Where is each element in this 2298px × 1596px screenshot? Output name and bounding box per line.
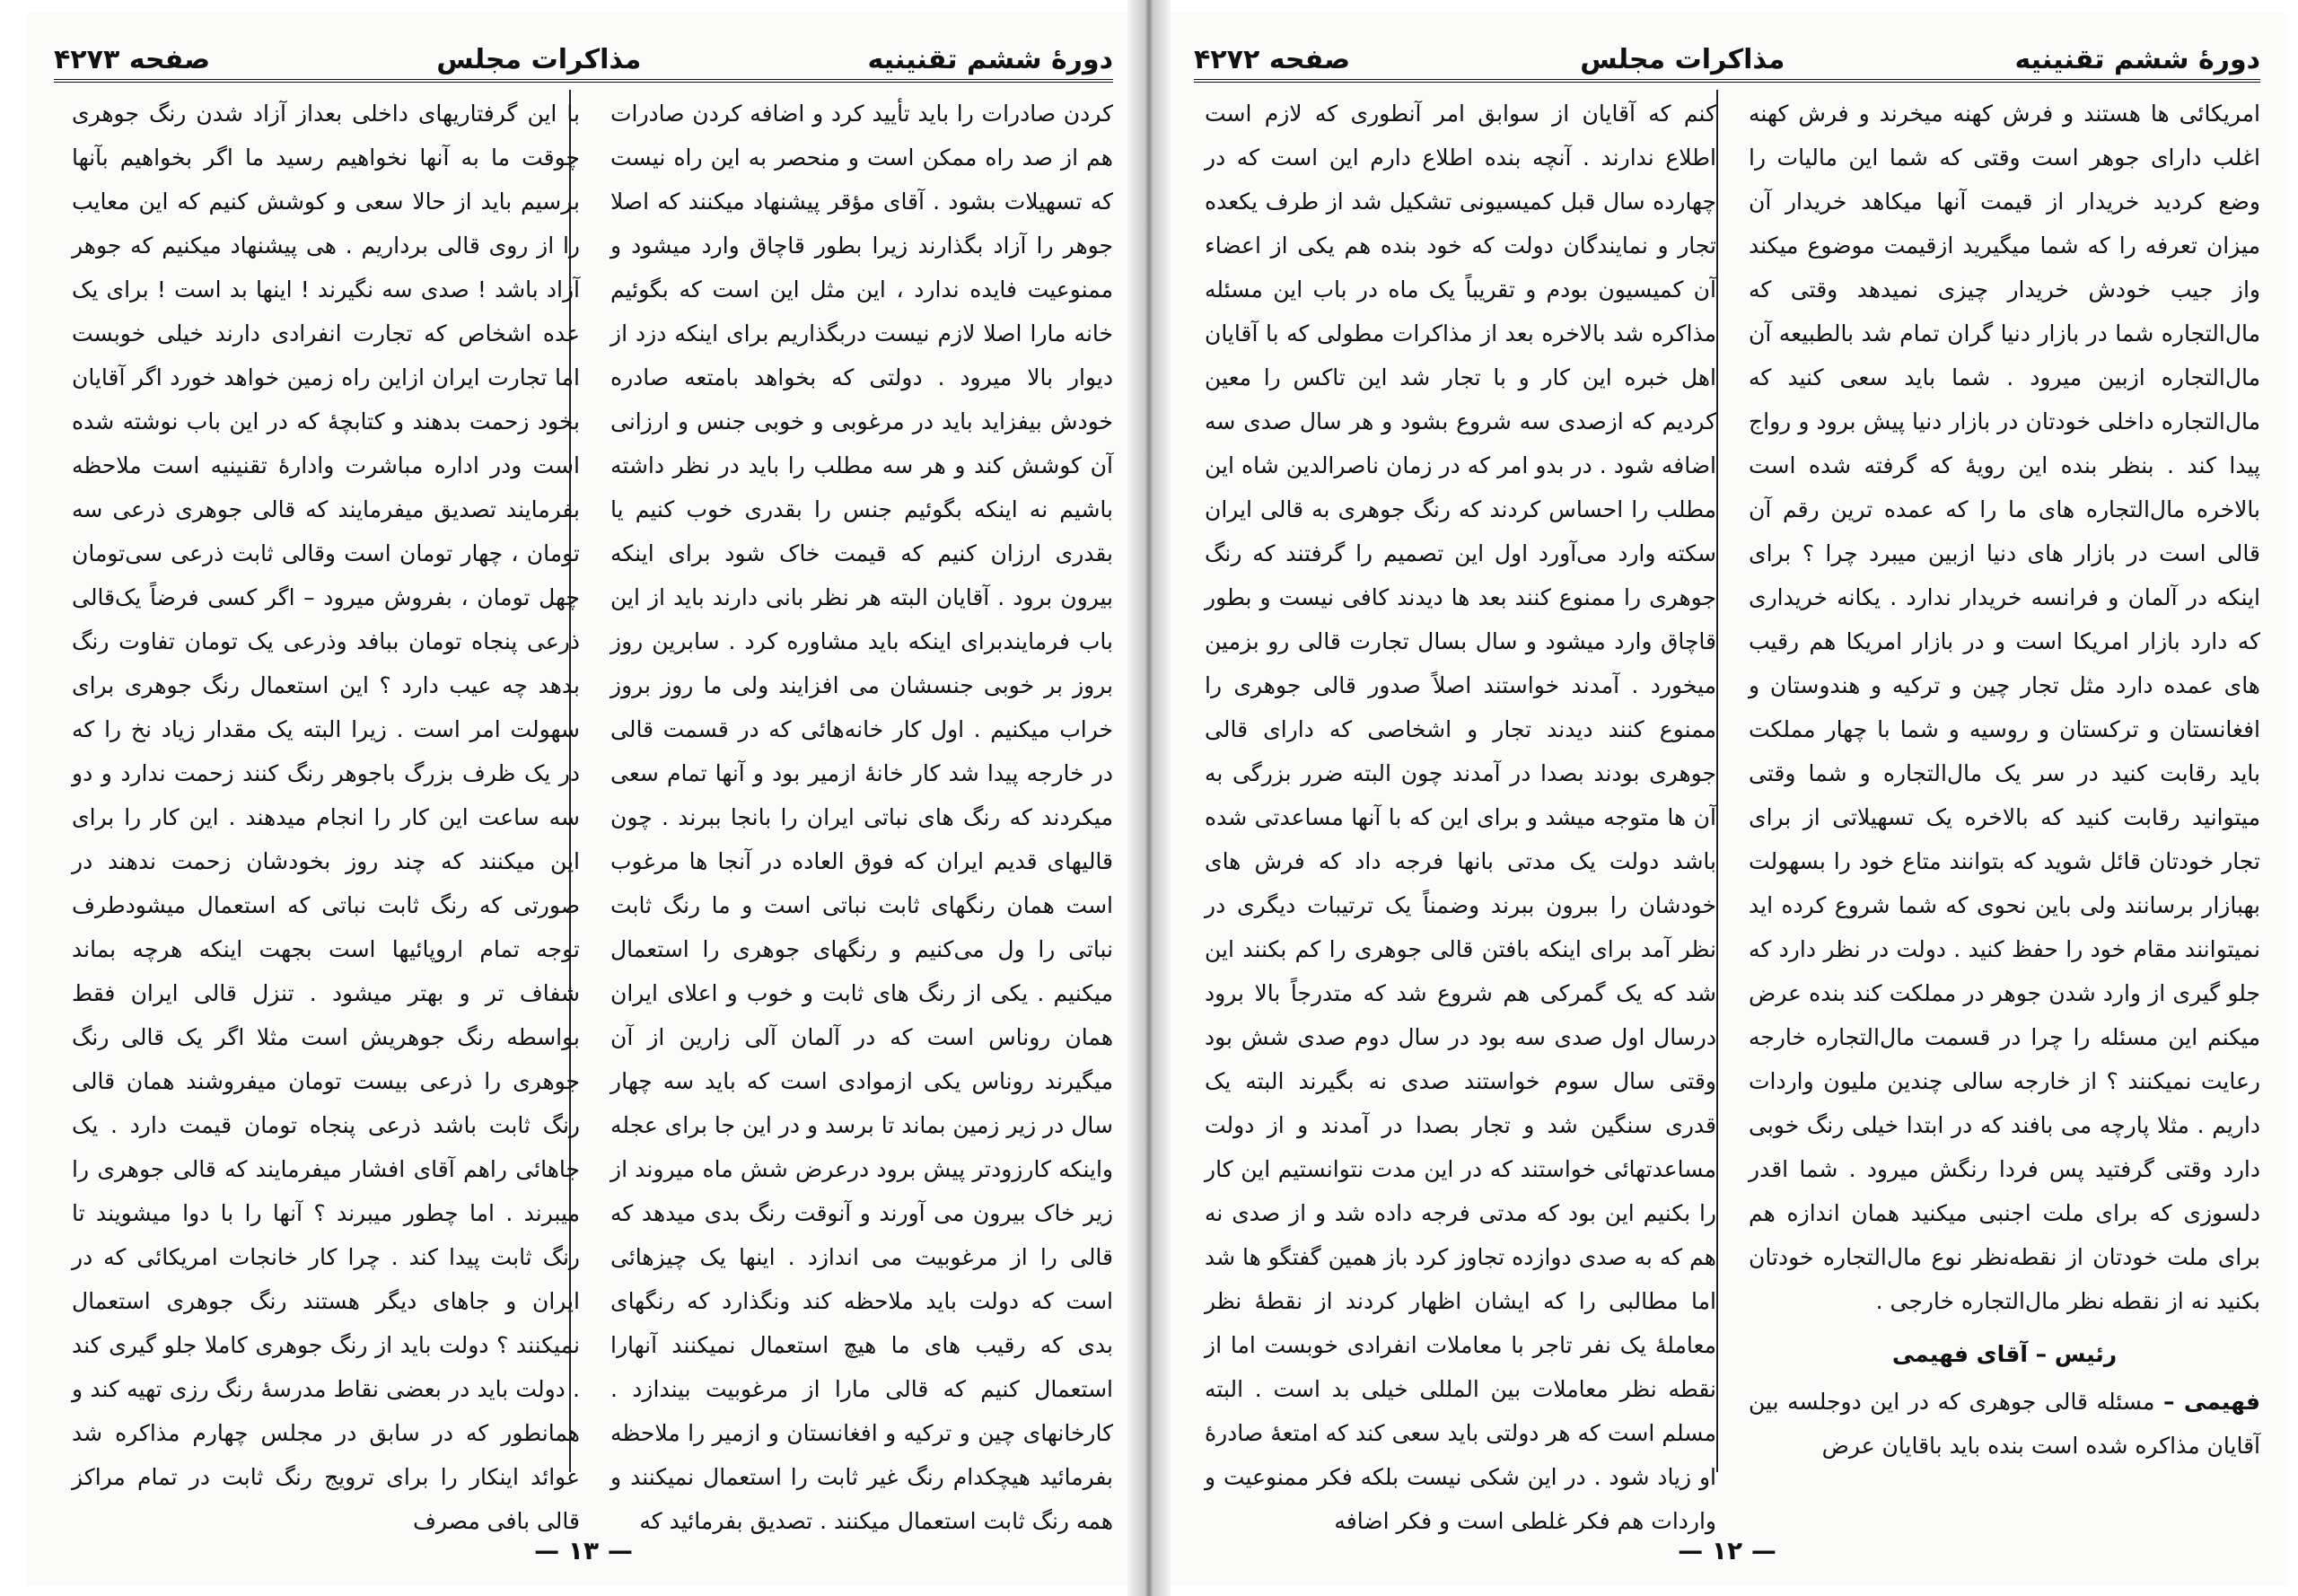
right-header-title: مذاکرات مجلس (1580, 44, 1785, 75)
right-page-header (1194, 23, 2260, 75)
right-header-session: دورهٔ ششم تقنینیه (2014, 44, 2260, 75)
left-page-folio: — ۱۳ — (534, 1536, 633, 1565)
left-header-title: مذاکرات مجلس (436, 44, 642, 75)
left-col1-paragraph: کردن صادرات را باید تأیید کرد و اضافه کردن صادرات هم از صد راه ممکن است و منحصر به این راه نیست که تسهیلات بشود . آقای مؤقر پیشنهاد میکنند که اصلا جوهر را آزاد بگذارند زیرا بطور قاچاق وارد میشود و ممنوعیت فایده ندارد ، این مثل این است که بگوئیم خانه مارا اصلا لازم نیست دربگذاریم برای اینکه دزد از دیوار بالا میرود . دولتی که بخواهد بامتعه صادره خودش بیفزاید باید در مرغوبی و خوبی جنس و ارزانی آن کوشش کند و هر سه مطلب را باید در نظر داشته باشیم نه اینکه بگوئیم جنس را بقدری خوب کنیم یا بقدری ارزان کنیم که قیمت خاک شود برای اینکه بیرون برود . آقایان البته هر نظر بانی دارند باید از این باب فرمایندبرای اینکه باید مشاوره کرد . سابرین روز بروز بر خوبی جنسشان می افزایند ولی ما روز بروز خراب میکنیم . اول کار خانه‌هائی که در قسمت قالی در خارجه پیدا شد کار خانهٔ ازمیر بود و آنها تمام سعی میکردند که رنگ های نباتی ایران را بانجا ببرند . چون قالیهای قدیم ایران که فوق العاده در آنجا ها مرغوب است همان رنگهای ثابت نباتی است و ما رنگ ثابت نباتی را ول می‌کنیم و رنگهای جوهری را استعمال میکنیم . یکی از رنگ های ثابت و خوب و اعلای ایران همان روناس است که در آلمان آلی زارین از آن میگیرند روناس یکی ازموادی است که باید سه چهار سال در زیر زمین بماند تا برسد و در این جا برای عجله واینکه کارزودتر پیش برود درعرض شش ماه میروند از زیر خاک بیرون می آورند و آنوقت رنگ بدی میدهد که قالی را از مرغوبیت می اندازد . اینها یک چیزهائی است که دولت باید ملاحظه کند ونگذارد که رنگهای بدی که رقیب های ما هیچ استعمال نمیکنند آنهارا استعمال کنیم که قالی مارا از مرغوبیت بیندازد . کارخانهای چین و ترکیه و افغانستان و ازمیر را ملاحظه بفرمائید هیچکدام رنگ غیر ثابت را استعمال نمیکنند و همه رنگ ثابت استعمال میکنند . تصدیق بفرمائید که (610, 101, 1113, 1534)
right-page-folio: — ۱۲ — (1678, 1536, 1776, 1565)
right-page-column-1 (1749, 92, 2260, 1465)
left-page (27, 13, 1140, 1585)
speaker-name: فهیمی – (2163, 1389, 2260, 1415)
left-header-page-number: صفحه ۴۲۷۳ (54, 44, 211, 75)
right-page (1167, 13, 2287, 1585)
right-header-page-number: صفحه ۴۲۷۲ (1194, 44, 1351, 75)
right-header-rule (1194, 79, 2260, 83)
right-column-divider (1716, 90, 1718, 1472)
left-header-rule (54, 79, 1113, 83)
left-header-session: دورهٔ ششم تقنینیه (867, 44, 1113, 75)
book-gutter (1127, 0, 1171, 1596)
speaker-paragraph (1749, 1380, 2260, 1468)
left-page-column-1 (610, 92, 1113, 1534)
right-col2-paragraph: کنم که آقایان از سوابق امر آنطوری که لازم است اطلاع ندارند . آنچه بنده اطلاع دارم این است که در چهارده سال قبل کمیسیونی تشکیل شد از طرف یکعده تجار و نمایندگان دولت که خود بنده هم یکی از اعضاء آن کمیسیون بودم و تقریباً یک ماه در باب این مسئله مذاکره شد بالاخره بعد از مذاکرات مطولی که با آقایان اهل خبره این کار و با تجار شد این تاکس را معین کردیم که ازصدی سه شروع بشود و هر سال صدی سه اضافه شود . در بدو امر که در زمان ناصرالدین شاه این مطلب را احساس کردند که رنگ جوهری به قالی ایران سکته وارد می‌آورد اول این تصمیم را گرفتند که رنگ جوهری را ممنوع کنند بعد ها دیدند کافی نیست و بطور قاچاق وارد میشود و سال بسال تجارت قالی رو بزمین میخورد . آمدند خواستند اصلاً صدور قالی جوهری را ممنوع کنند دیدند تجار و اشخاصی که دارای قالی جوهری بودند بصدا در آمدند چون البته ضرر بزرگی به آن ها متوجه میشد و برای این که با آنها مساعدتی شده باشد دولت یک مدتی بانها فرجه داد که فرش های خودشان را ببرون ببرند وضمناً یک ترتیبات دیگری در نظر آمد برای اینکه بافتن قالی جوهری را کم بکنند این شد که یک گمرکی هم شروع شد که متدرجاً بالا برود درسال اول صدی سه بود در سال دوم صدی شش بود وقتی سال سوم خواستند صدی نه بگیرند البته یک قدری سنگین شد و تجار بصدا در آمدند و از دولت مساعدتهائی خواستند که در این مدت نتوانستیم این کار را بکنیم این بود که مدتی فرجه داده شد و از صدی نه هم که به صدی دوازده تجاوز کرد باز همین گفتگو ها شد اما مطالبی را که ایشان اظهار کردند از نقطهٔ نظر معاملهٔ یک نفر تاجر با معاملات انفرادی خوبست اما از نقطه نظر معاملات بین المللی خیلی بد است . البته مسلم است که هر دولتی باید سعی کند که امتعهٔ صادرهٔ او زیاد شود . در این شکی نیست بلکه فکر ممنوعیت و واردات هم فکر غلطی است و فکر اضافه (1205, 101, 1716, 1534)
left-col2-paragraph: با این گرفتاریهای داخلی بعداز آزاد شدن رنگ جوهری چوقت ما به آنها نخواهیم رسید ما اگر بخواهیم بآنها برسیم باید از حالا سعی و کوشش کنیم که این معایب را از روی قالی برداریم . هی پیشنهاد میکنیم که جوهر آزاد باشد ! صدی سه نگیرند ! اینها بد است ! برای یک عده اشخاص که تجارت انفرادی دارند خیلی خوبست اما تجارت ایران ازاین راه زمین خواهد خورد اگر آقایان بخود زحمت بدهند و کتابچهٔ که در این باب نوشته شده است ودر اداره مباشرت وادارهٔ تقنینیه است ملاحظه بفرمایند تصدیق میفرمایند که قالی جوهری ذرعی سه تومان ، چهار تومان است وقالی ثابت ذرعی سی‌تومان چهل تومان ، بفروش میرود – اگر کسی فرضاً یک‌قالی ذرعی پنجاه تومان ببافد وذرعی یک تومان تفاوت رنگ بدهد چه عیب دارد ؟ این استعمال رنگ جوهری برای سهولت امر است . زیرا البته یک مقدار زیاد نخ را که در یک ظرف بزرگ باجوهر رنگ کنند زحمت ندارد و دو سه ساعت این کار را انجام میدهند . این کار را برای این میکنند که چند روز بخودشان زحمت ندهند در صورتی که رنگ ثابت نباتی که استعمال میشودطرف توجه تمام اروپائیها است بجهت اینکه هرچه بماند شفاف تر و بهتر میشود . تنزل قالی ایران فقط بواسطه رنگ جوهریش است مثلا اگر یک قالی رنگ جوهری را ذرعی بیست تومان میفروشند همان قالی رنگ ثابت باشد ذرعی پنجاه تومان قیمت دارد . یک جاهائی راهم آقای افشار میفرمایند که قالی جوهری را میبرند . اما چطور میبرند ؟ آنها را با دوا میشویند تا رنگ ثابت پیدا کند . چرا کار خانجات امریکائی که در ایران و جاهای دیگر هستند رنگ جوهری استعمال نمیکنند ؟ دولت باید از رنگ جوهری کاملا جلو گیری کند . دولت باید در بعضی نقاط مدرسهٔ رنگ رزی تهیه کند و همانطور که در سابق در مجلس چهارم مذاکره شد عوائد اینکار را برای ترویج رنگ ثابت در تمام مراکز قالی بافی مصرف (72, 101, 580, 1534)
left-page-column-2 (72, 92, 580, 1534)
right-col1-paragraph: امریکائی ها هستند و فرش کهنه میخرند و فرش کهنه اغلب دارای جوهر است وقتی که شما این مالیات را وضع کردید خریدار از قیمت آنها میکاهد خریدار آن میزان تعرفه را که شما میگیرید ازقیمت موضوع میکند واز جیب خودش خریدار چیزی نمیدهد وقتی که مال‌التجاره شما در بازار دنیا گران تمام شد بالطبیعه آن مال‌التجاره ازبین میرود . شما باید سعی کنید که مال‌التجاره داخلی خودتان در بازار دنیا پیش برود و رواج پیدا کند . بنظر بنده این رویهٔ که گرفته شده است بالاخره مال‌التجاره های ما را که عمده ترین رقم آن قالی است در بازار های دنیا ازبین میبرد چرا ؟ برای اینکه در آلمان و فرانسه خریدار ندارد . یکانه خریداری که دارد بازار امریکا است و در بازار امریکا هم رقیب های عمده دارد مثل تجار چین و ترکیه و هندوستان و افغانستان و ترکستان و روسیه و شما با چهار مملکت باید رقابت کنید در سر یک مال‌التجاره و شما وقتی میتوانید رقابت کنید که بالاخره یک تسهیلاتی از برای تجار خودتان قائل شوید که بتوانند متاع خود را بسهولت بهبازار برسانند ولی باین نحوی که شما شروع کرده اید نمیتوانند مقام خود را حفظ کنید . دولت در نظر دارد که جلو گیری از وارد شدن جوهر در مملکت کند بنده عرض میکنم این مسئله را چرا در قسمت مال‌التجاره خارجه رعایت نمیکنند ؟ از خارجه سالی چندین ملیون واردات داریم . مثلا پارچه می بافند که در ابتدا خیلی رنگ خوبی دارد وقتی گرفتید پس فردا رنگش میرود . شما اقدر دلسوزی که برای ملت اجنبی میکنید همان اندازه هم برای ملت خودتان از نقطه‌نظر نوع مال‌التجاره خودتان بکنید نه از نقطه نظر مال‌التجاره خارجی . (1749, 101, 2260, 1314)
speaker-heading: رئیس – آقای فهیمی (1891, 1341, 2118, 1367)
left-page-header (54, 23, 1113, 75)
speaker-text: مسئله قالی جوهری که در این دوجلسه بین آقایان مذاکره شده است بنده باید باقایان عرض (1749, 1389, 2260, 1459)
right-page-column-2 (1205, 92, 1716, 1534)
